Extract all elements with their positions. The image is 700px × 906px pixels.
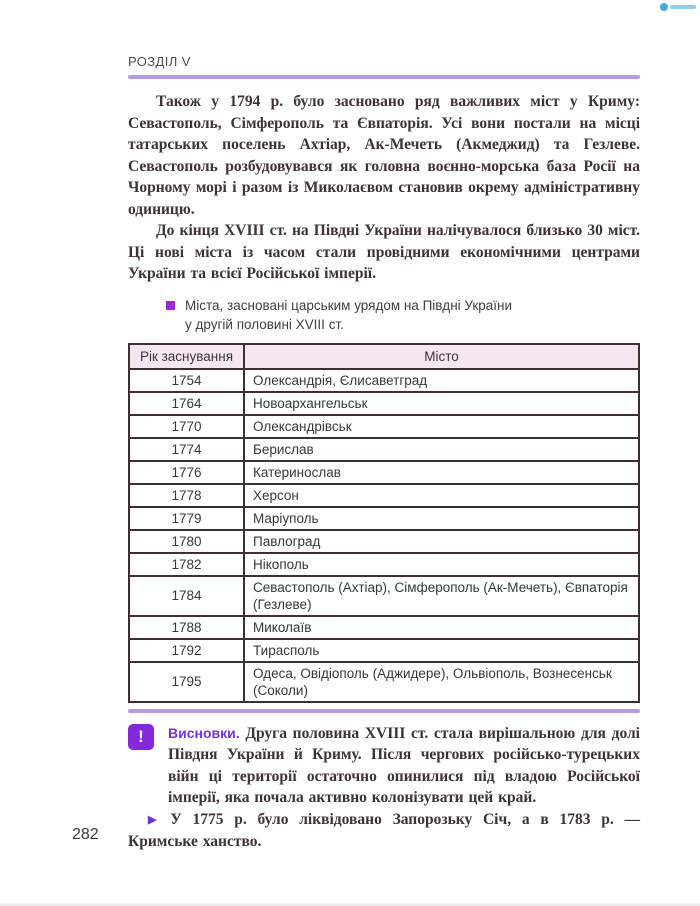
- conclusions-section: [128, 723, 640, 809]
- year-cell: 1780: [129, 530, 244, 553]
- city-cell: Павлоград: [244, 530, 639, 553]
- city-cell: Херсон: [244, 484, 639, 507]
- city-cell: Нікополь: [244, 553, 639, 576]
- city-cell: Маріуполь: [244, 507, 639, 530]
- paragraph-1: Також у 1794 р. було засновано ряд важливих міст у Криму: Севастополь, Сімферополь та Євпаторія. Усі вони постали на місці татарських поселень Ахтіар, Ак-Мечеть (Акмеджид) та Гезлеве. Севастополь розбудовувався як головна воєнно-морська база Росії на Чорному морі і разом із Миколаєвом становив окрему адміністративну одиницю.: [128, 93, 640, 218]
- year-cell: 1778: [129, 484, 244, 507]
- year-cell: 1764: [129, 392, 244, 415]
- table-header-row: [129, 344, 639, 369]
- table-row: [129, 392, 639, 415]
- year-cell: 1795: [129, 662, 244, 702]
- table-body: [129, 369, 639, 702]
- table-row: [129, 616, 639, 639]
- conclusions-text: Друга половина XVIII ст. стала вирішальною для долі Півдня України й Криму. Після чергових російсько-турецьких війн ці території остаточно опинилися під владою Російської імперії, яка почала активно колонізувати цей край.: [168, 724, 640, 806]
- table-row: [129, 507, 639, 530]
- city-cell: Новоархангельськ: [244, 392, 639, 415]
- city-cell: Олександрівськ: [244, 415, 639, 438]
- year-cell: 1782: [129, 553, 244, 576]
- watermark-circle-icon: [660, 3, 668, 11]
- year-cell: 1784: [129, 576, 244, 616]
- table-caption: [128, 296, 640, 334]
- year-cell: 1770: [129, 415, 244, 438]
- founded-cities-table: [128, 343, 640, 703]
- table-row: [129, 484, 639, 507]
- conclusions-label: Висновки.: [168, 724, 240, 741]
- year-column-header: Рік заснування: [129, 344, 244, 369]
- city-cell: Одеса, Овідіополь (Аджидере), Ольвіополь, Вознесенськ (Соколи): [244, 662, 639, 702]
- page-number: 282: [72, 826, 99, 843]
- table-row: [129, 369, 639, 392]
- city-cell: Миколаїв: [244, 616, 639, 639]
- table-row: [129, 461, 639, 484]
- conclusions-bullet-text: У 1775 р. було ліквідовано Запорозьку Січ, а в 1783 р. — Кримське ханство.: [128, 810, 640, 850]
- caption-line-1: Міста, засновані царським урядом на Півдні України: [185, 297, 513, 313]
- city-cell: Севастополь (Ахтіар), Сімферополь (Ак-Мечеть), Євпаторія (Гезлеве): [244, 576, 639, 616]
- table-row: [129, 576, 639, 616]
- watermark-logo: [660, 3, 696, 11]
- year-cell: 1776: [129, 461, 244, 484]
- conclusions-paragraph: [168, 723, 640, 809]
- exclamation-icon: !: [128, 724, 154, 750]
- year-cell: 1788: [129, 616, 244, 639]
- chapter-title: РОЗДІЛ V: [128, 54, 191, 69]
- conclusions-bullet-item: [128, 809, 640, 853]
- table-row: [129, 415, 639, 438]
- year-cell: 1792: [129, 639, 244, 662]
- table-row: [129, 639, 639, 662]
- city-cell: Олександрія, Єлисаветград: [244, 369, 639, 392]
- city-column-header: Місто: [244, 344, 639, 369]
- section-separator-rule: [128, 709, 640, 713]
- arrow-bullet-icon: ▶: [148, 813, 163, 826]
- watermark-text-bar: [670, 5, 696, 9]
- caption-line-2: у другій половині XVIII ст.: [185, 316, 344, 332]
- year-cell: 1774: [129, 438, 244, 461]
- table-row: [129, 662, 639, 702]
- city-cell: Тирасполь: [244, 639, 639, 662]
- table-row: [129, 530, 639, 553]
- chapter-header: [128, 54, 640, 79]
- year-cell: 1779: [129, 507, 244, 530]
- scan-bottom-edge: [0, 902, 700, 906]
- paragraph-2: До кінця XVIII ст. на Півдні України налічувалося близько 30 міст. Ці нові міста із часом стали провідними економічними центрами України та всієї Російської імперії.: [128, 222, 640, 282]
- table-row: [129, 553, 639, 576]
- table-caption-text: [185, 296, 512, 334]
- year-cell: 1754: [129, 369, 244, 392]
- table-row: [129, 438, 639, 461]
- city-cell: Катеринослав: [244, 461, 639, 484]
- page-content: [128, 0, 640, 853]
- square-bullet-icon: [166, 301, 175, 310]
- chapter-rule: [128, 75, 640, 79]
- city-cell: Берислав: [244, 438, 639, 461]
